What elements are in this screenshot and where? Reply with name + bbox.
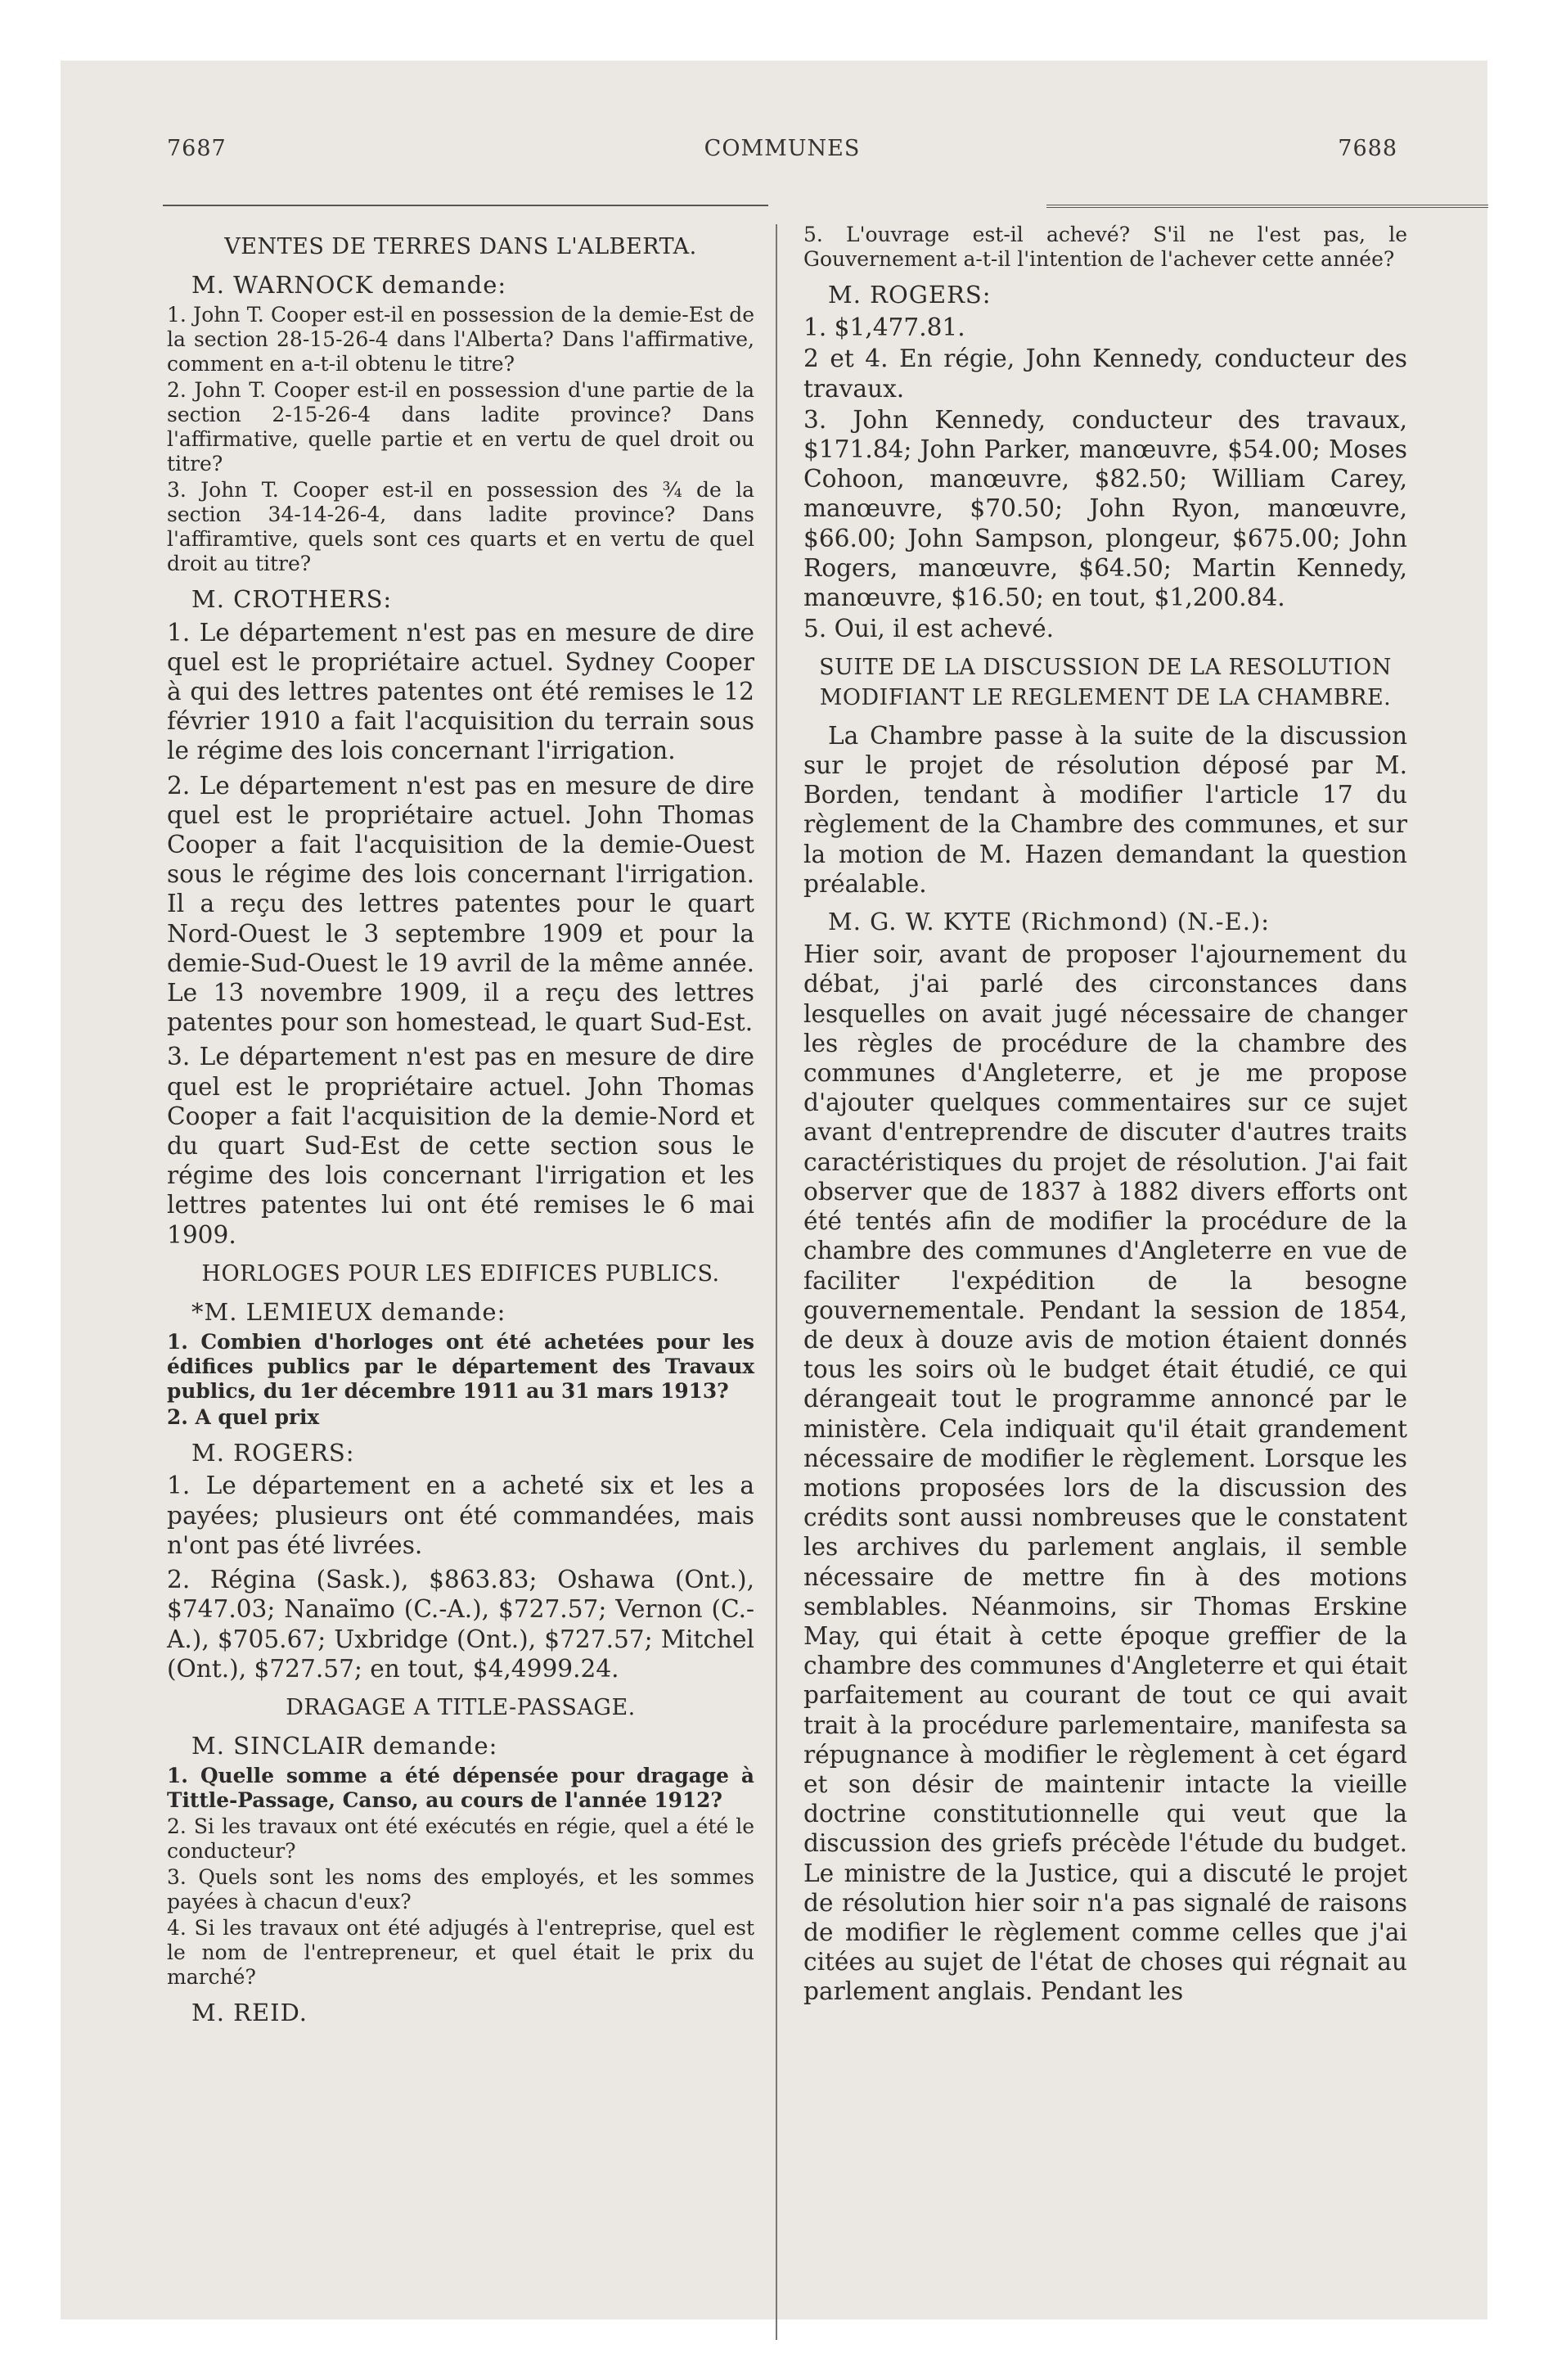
speaker-crothers: M. CROTHERS: (191, 585, 393, 614)
question-3: 3. John T. Cooper est-il en possession des ¾ de la section 34-14-26-4, dans ladite province? Dans l'affiramtive, quels sont ces quarts et en vertu de quel droit au titre? (167, 478, 754, 576)
debate-intro: La Chambre passe à la suite de la discussion sur le projet de résolution déposé par M. Borden, tendant à modifier l'article 17 du règlement de la Chambre des communes, et sur la motion de M. Hazen demandant la question préalable. (803, 721, 1407, 898)
answer-dredging-1: 1. $1,477.81. (803, 313, 965, 342)
answer-1: 1. Le département n'est pas en mesure de dire quel est le propriétaire actuel. Sydney Cooper à qui des lettres patentes ont été remises le 12 février 1910 a fait l'acquisition du terrain sous le régime des lois concernant l'irrigation. (167, 618, 754, 765)
speaker-warnock: M. WARNOCK demande: (191, 271, 507, 300)
speaker-kyte: M. G. W. KYTE (Richmond) (N.-E.): (828, 908, 1271, 936)
section-heading-land-sales: VENTES DE TERRES DANS L'ALBERTA. (224, 234, 697, 259)
answer-dredging-2-4: 2 et 4. En régie, John Kennedy, conducteur des travaux. (803, 345, 1407, 403)
running-title: COMMUNES (704, 136, 861, 161)
header-rule-left (163, 205, 768, 206)
page-header (167, 136, 1397, 169)
question-2: 2. John T. Cooper est-il en possession d'une partie de la section 2-15-26-4 dans ladite province? Dans l'affirmative, quelle partie et en vertu de quel droit ou titre? (167, 378, 754, 476)
question-dredging-3: 3. Quels sont les noms des employés, et les sommes payées à chacun d'eux? (167, 1865, 754, 1914)
speaker-sinclair: M. SINCLAIR demande: (191, 1732, 498, 1760)
answer-2: 2. Le département n'est pas en mesure de dire quel est le propriétaire actuel. John Thomas Cooper a fait l'acquisition de la demie-Ouest sous le régime des lois concernant l'irrigation. Il a reçu des lettres patentes pour le quart Nord-Ouest le 3 septembre 1909 et pour la demie-Sud-Ouest le 19 avril de la même année. Le 13 novembre 1909, il a reçu des lettres patentes pour son homestead, le quart Sud-Est. (167, 771, 754, 1037)
question-dredging-2: 2. Si les travaux ont été exécutés en régie, quel a été le conducteur? (167, 1814, 754, 1864)
answer-dredging-5: 5. Oui, il est achevé. (803, 615, 1055, 643)
right-page-number: 7688 (1338, 136, 1397, 161)
column-separator (776, 224, 777, 2340)
scanned-page (61, 61, 1487, 2319)
section-heading-rules-debate: SUITE DE LA DISCUSSION DE LA RESOLUTION MODIFIANT LE REGLEMENT DE LA CHAMBRE. (819, 655, 1392, 710)
question-clocks-2: 2. A quel prix (167, 1405, 320, 1430)
header-rule-right (1046, 205, 1488, 208)
right-column (803, 223, 1407, 2012)
speaker-rogers: M. ROGERS: (191, 1439, 355, 1467)
kyte-speech: Hier soir, avant de proposer l'ajournement du débat, j'ai parlé des circonstances dans lesquelles on avait jugé nécessaire de changer les règles de procédure de la chambre des communes d'Angleterre, et je me propose d'ajouter quelques commentaires sur ce sujet avant d'entreprendre de discuter d'autres traits caractéristiques du projet de résolution. J'ai fait observer que de 1837 à 1882 divers efforts ont été tentés afin de modifier la procédure de la chambre des communes d'Angleterre en vue de faciliter l'expédition de la besogne gouvernementale. Pendant la session de 1854, de deux à douze avis de motion étaient donnés tous les soirs où le budget était étudié, ce qui dérangeait tout le programme annoncé par le ministère. Cela indiquait qu'il était grandement nécessaire de modifier le règlement. Lorsque les motions proposées lors de la discussion des crédits sont aussi nombreuses que le constatent les archives du parlement anglais, il semble nécessaire de mettre fin à des motions semblables. Néanmoins, sir Thomas Erskine May, qui était à cette époque greffier de la chambre des communes d'Angleterre et qui était parfaitement au courant de tout ce qui avait trait à la procédure parlementaire, manifesta sa répugnance à modifier le règlement à cet égard et son désir de maintenir intacte la vieille doctrine constitutionnelle qui veut que la discussion des griefs précède l'étude du budget. Le ministre de la Justice, qui a discuté le projet de résolution hier soir n'a pas signalé de raisons de modifier le règlement comme celles que j'ai citées au sujet de l'état de choses qui régnait au parlement anglais. Pendant les (803, 940, 1407, 2006)
section-heading-dredging: DRAGAGE A TITLE-PASSAGE. (286, 1694, 636, 1720)
speaker-lemieux: *M. LEMIEUX demande: (191, 1298, 506, 1327)
question-1: 1. John T. Cooper est-il en possession de la demie-Est de la section 28-15-26-4 dans l'Alberta? Dans l'affirmative, comment en a-t-il obtenu le titre? (167, 303, 754, 376)
question-dredging-4: 4. Si les travaux ont été adjugés à l'entreprise, quel est le nom de l'entrepreneur, et quel était le prix du marché? (167, 1916, 754, 1990)
speaker-reid: M. REID. (191, 1999, 308, 2027)
left-column (167, 223, 754, 2031)
left-page-number: 7687 (167, 136, 227, 161)
question-dredging-5: 5. L'ouvrage est-il achevé? S'il ne l'est pas, le Gouvernement a-t-il l'intention de l'achever cette année? (803, 223, 1407, 271)
speaker-rogers-reply: M. ROGERS: (828, 281, 992, 309)
answer-clocks-2: 2. Régina (Sask.), $863.83; Oshawa (Ont.), $747.03; Nanaïmo (C.-A.), $727.57; Vernon (C.-A.), $705.67; Uxbridge (Ont.), $727.57; Mitchel (Ont.), $727.57; en tout, $4,4999.24. (167, 1566, 754, 1683)
question-clocks-1: 1. Combien d'horloges ont été achetées pour les édifices publics par le département des Travaux publics, du 1er décembre 1911 au 31 mars 1913? (167, 1330, 754, 1404)
question-dredging-1: 1. Quelle somme a été dépensée pour dragage à Tittle-Passage, Canso, au cours de l'année 1912? (167, 1764, 754, 1813)
answer-clocks-1: 1. Le département en a acheté six et les a payées; plusieurs ont été commandées, mais n'ont pas été livrées. (167, 1472, 754, 1559)
answer-3: 3. Le département n'est pas en mesure de dire quel est le propriétaire actuel. John Thomas Cooper a fait l'acquisition de la demie-Nord et du quart Sud-Est de cette section sous le régime des lois concernant l'irrigation et les lettres patentes lui ont été remises le 6 mai 1909. (167, 1043, 754, 1249)
answer-dredging-3: 3. John Kennedy, conducteur des travaux, $171.84; John Parker, manœuvre, $54.00; Moses Cohoon, manœuvre, $82.50; William Carey, manœuvre, $70.50; John Ryon, manœuvre, $66.00; John Sampson, plongeur, $675.00; John Rogers, manœuvre, $64.50; Martin Kennedy, manœuvre, $16.50; en tout, $1,200.84. (803, 405, 1407, 612)
section-heading-clocks: HORLOGES POUR LES EDIFICES PUBLICS. (201, 1260, 720, 1287)
